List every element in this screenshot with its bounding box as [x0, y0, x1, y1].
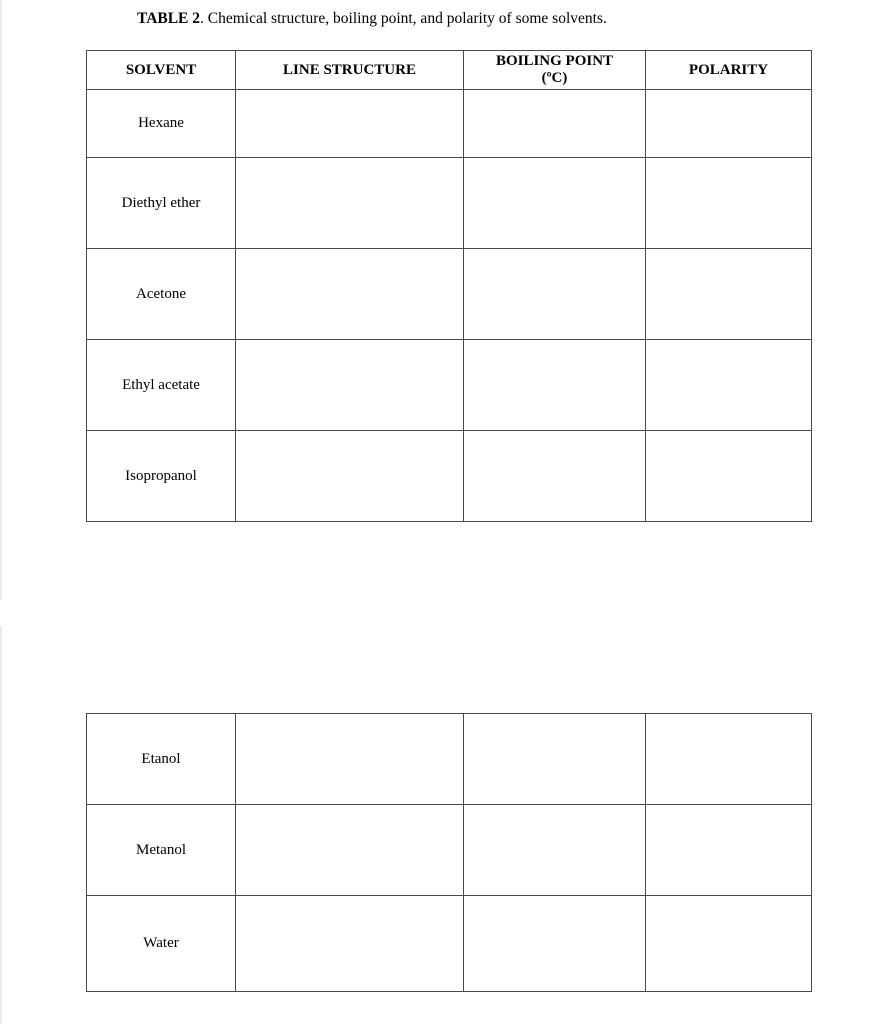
boiling-point-input-cell[interactable] — [464, 249, 646, 340]
header-polarity: POLARITY — [646, 51, 812, 90]
boiling-point-input-cell[interactable] — [464, 714, 646, 805]
polarity-input-cell[interactable] — [646, 805, 812, 896]
solvent-cell: Acetone — [87, 249, 236, 340]
polarity-input-cell[interactable] — [646, 340, 812, 431]
table-header-row — [87, 51, 812, 90]
line-structure-input-cell[interactable] — [236, 805, 464, 896]
polarity-input-cell[interactable] — [646, 90, 812, 158]
solvent-cell: Diethyl ether — [87, 158, 236, 249]
solvent-cell: Ethyl acetate — [87, 340, 236, 431]
polarity-input-cell[interactable] — [646, 158, 812, 249]
boiling-point-input-cell[interactable] — [464, 158, 646, 249]
line-structure-input-cell[interactable] — [236, 158, 464, 249]
table-row — [87, 158, 812, 249]
table-row — [87, 805, 812, 896]
header-boiling-point — [464, 51, 646, 90]
table-row — [87, 431, 812, 522]
boiling-point-input-cell[interactable] — [464, 805, 646, 896]
line-structure-input-cell[interactable] — [236, 714, 464, 805]
polarity-input-cell[interactable] — [646, 896, 812, 992]
line-structure-input-cell[interactable] — [236, 90, 464, 158]
solvent-cell: Water — [87, 896, 236, 992]
line-structure-input-cell[interactable] — [236, 896, 464, 992]
polarity-input-cell[interactable] — [646, 431, 812, 522]
page-edge — [0, 0, 2, 600]
caption-label: TABLE 2 — [137, 10, 201, 27]
table-row — [87, 714, 812, 805]
boiling-point-input-cell[interactable] — [464, 340, 646, 431]
table-row — [87, 896, 812, 992]
polarity-input-cell[interactable] — [646, 249, 812, 340]
solvent-cell: Metanol — [87, 805, 236, 896]
line-structure-input-cell[interactable] — [236, 431, 464, 522]
line-structure-input-cell[interactable] — [236, 340, 464, 431]
page-edge-lower — [0, 626, 2, 1024]
solvent-table-page-1 — [86, 50, 812, 522]
table-caption — [137, 10, 607, 28]
header-boiling-point-line1: BOILING POINT — [495, 53, 614, 69]
boiling-point-input-cell[interactable] — [464, 896, 646, 992]
solvent-cell: Isopropanol — [87, 431, 236, 522]
table-row — [87, 340, 812, 431]
table-row — [87, 249, 812, 340]
header-boiling-point-line2: (ºC) — [541, 70, 568, 86]
solvent-cell: Etanol — [87, 714, 236, 805]
boiling-point-input-cell[interactable] — [464, 431, 646, 522]
table-row — [87, 90, 812, 158]
solvent-table-page-2 — [86, 713, 812, 992]
polarity-input-cell[interactable] — [646, 714, 812, 805]
solvent-cell: Hexane — [87, 90, 236, 158]
caption-text: . Chemical structure, boiling point, and polarity of some solvents. — [200, 10, 607, 27]
line-structure-input-cell[interactable] — [236, 249, 464, 340]
boiling-point-input-cell[interactable] — [464, 90, 646, 158]
header-solvent: SOLVENT — [87, 51, 236, 90]
header-line-structure: LINE STRUCTURE — [236, 51, 464, 90]
